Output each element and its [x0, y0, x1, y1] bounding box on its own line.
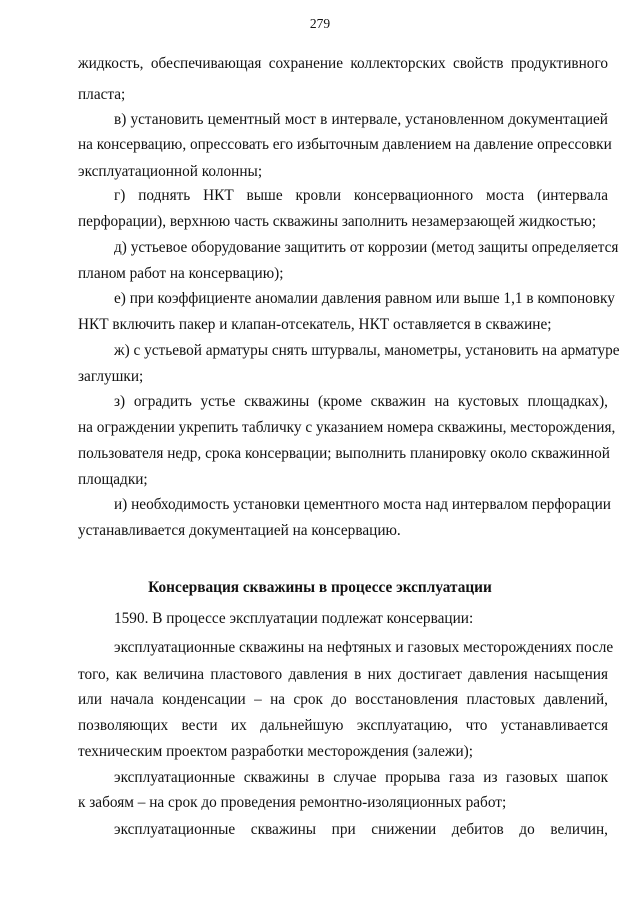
text-line: планом работ на консервацию);: [78, 265, 284, 282]
text-line: пользователя недр, срока консервации; выполнить планировку около скважинной: [78, 445, 610, 462]
text-line: эксплуатационные скважины на нефтяных и газовых месторождениях после: [114, 639, 614, 656]
text-line: устанавливается документацией на консервацию.: [78, 522, 401, 539]
text-line: эксплуатационной колонны;: [78, 163, 263, 180]
text-line: на консервацию, опрессовать его избыточным давлением на давление опрессовки: [78, 136, 612, 153]
text-line: г) поднять НКТ выше кровли консервационного моста (интервала: [114, 187, 608, 204]
text-line: техническим проектом разработки месторождения (залежи);: [78, 743, 474, 760]
text-line: того, как величина пластового давления в них достигает давления насыщения: [78, 666, 608, 683]
text-line: позволяющих вести их дальнейшую эксплуатацию, что устанавливается: [78, 717, 608, 734]
text-line: 1590. В процессе эксплуатации подлежат консервации:: [114, 610, 474, 627]
section-heading: Консервация скважины в процессе эксплуатации: [148, 579, 492, 596]
text-line: ж) с устьевой арматуры снять штурвалы, манометры, установить на арматуре: [114, 342, 620, 359]
text-line: эксплуатационные скважины в случае прорыва газа из газовых шапок: [114, 769, 608, 786]
text-line: пласта;: [78, 86, 126, 103]
text-line: заглушки;: [78, 368, 144, 385]
text-line: з) оградить устье скважины (кроме скважин на кустовых площадках),: [114, 393, 608, 410]
text-line: д) устьевое оборудование защитить от коррозии (метод защиты определяется: [114, 239, 619, 256]
text-line: е) при коэффициенте аномалии давления равном или выше 1,1 в компоновку: [114, 290, 615, 307]
text-line: перфорации), верхнюю часть скважины заполнить незамерзающей жидкостью;: [78, 213, 597, 230]
text-line: НКТ включить пакер и клапан-отсекатель, НКТ оставляется в скважине;: [78, 316, 552, 333]
text-line: или начала конденсации – на срок до восстановления пластовых давлений,: [78, 691, 608, 708]
text-line: эксплуатационные скважины при снижении дебитов до величин,: [114, 821, 608, 838]
text-line: на ограждении укрепить табличку с указанием номера скважины, месторождения,: [78, 419, 616, 436]
page-number: 279: [309, 16, 331, 31]
text-line: жидкость, обеспечивающая сохранение коллекторских свойств продуктивного: [78, 55, 608, 72]
text-line: и) необходимость установки цементного моста над интервалом перфорации: [114, 496, 611, 513]
text-line: в) установить цементный мост в интервале, установленном документацией: [114, 111, 608, 128]
text-line: к забоям – на срок до проведения ремонтно-изоляционных работ;: [78, 794, 507, 811]
text-line: площадки;: [78, 471, 148, 488]
